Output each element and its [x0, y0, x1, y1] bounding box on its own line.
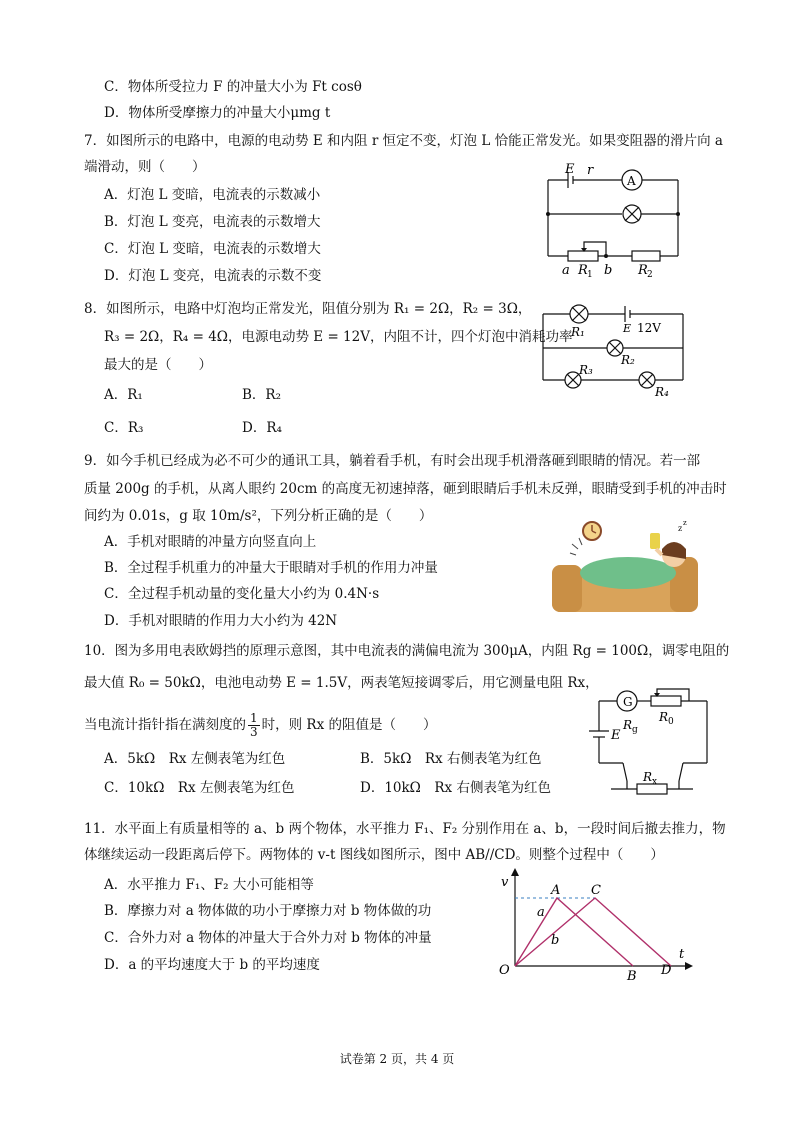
q7-fig-label-r1: R [578, 263, 588, 278]
q7-fig-label-r2: R [638, 263, 648, 278]
q11-stem-line1: 11．水平面上有质量相等的 a、b 两个物体，水平推力 F₁、F₂ 分别作用在 a、b，一段时间后撤去推力，物 [84, 821, 726, 837]
q11-line-b-label: b [551, 933, 560, 948]
q11-vt-graph [495, 866, 695, 986]
q8-fig-label-r4: R₄ [655, 385, 669, 399]
q11-option-d: D．a 的平均速度大于 b 的平均速度 [104, 957, 320, 973]
svg-text:z: z [678, 524, 683, 533]
q10-stem-line1: 10．图为多用电表欧姆挡的原理示意图，其中电流表的满偏电流为 300μA，内阻 Rg = 100Ω，调零电阻的 [84, 643, 730, 659]
q11-origin-o: O [499, 963, 510, 978]
q10-option-c: C．10kΩ Rx 左侧表笔为红色 [104, 780, 295, 796]
q10-fig-label-e: E [611, 728, 621, 743]
q7-fig-label-b: b [604, 263, 613, 278]
q11-point-b: B [627, 969, 637, 984]
q10-fig-label-rg-sub: g [632, 725, 638, 735]
q10-fraction [248, 712, 260, 739]
q7-fig-label-r2-sub: 2 [647, 270, 653, 278]
q9-option-d: D．手机对眼睛的作用力大小约为 42N [104, 613, 338, 629]
q11-stem-line2: 体继续运动一段距离后停下。两物体的 v-t 图线如图所示，图中 AB//CD。则整个过程中（ ） [84, 847, 664, 863]
q7-fig-label-e: E [565, 162, 575, 177]
q10-fig-label-rx-sub: x [652, 777, 658, 787]
q6-option-c: C．物体所受拉力 F 的冲量大小为 Ft cosθ [104, 79, 362, 95]
q7-fig-label-r1-sub: 1 [587, 270, 593, 278]
q11-point-c: C [591, 883, 601, 898]
q8-option-b: B．R₂ [242, 387, 281, 403]
q10-option-d: D．10kΩ Rx 右侧表笔为红色 [360, 780, 551, 796]
q7-fig-label-r: r [587, 163, 594, 178]
q11-axis-label-t: t [679, 947, 685, 962]
q10-stem-line3-part2: 时，则 Rx 的阻值是（ ） [261, 717, 437, 733]
q9-stem-line2: 质量 200g 的手机，从离人眼约 20cm 的高度无初速掉落，砸到眼睛后手机未反弹，眼睛受到手机的冲击时 [84, 481, 727, 497]
q8-option-c: C．R₃ [104, 420, 144, 436]
q9-option-b: B．全过程手机重力的冲量大于眼睛对手机的作用力冲量 [104, 560, 438, 576]
svg-text:z: z [683, 519, 687, 527]
q10-option-b: B．5kΩ Rx 右侧表笔为红色 [360, 751, 542, 767]
page-footer: 试卷第 2 页，共 4 页 [339, 1052, 455, 1066]
q6-option-d: D．物体所受摩擦力的冲量大小μmg t [104, 105, 331, 121]
q7-fig-ammeter-a: A [627, 174, 636, 188]
q10-fig-label-r0: R [659, 710, 669, 724]
person-on-sofa-illustration [550, 515, 700, 615]
q9-option-c: C．全过程手机动量的变化量大小约为 0.4N·s [104, 586, 380, 602]
q8-fig-label-e: E [623, 322, 632, 335]
q8-circuit-figure [535, 300, 695, 400]
q7-option-c: C．灯泡 L 变暗，电流表的示数增大 [104, 241, 321, 257]
q10-fig-label-rx: R [643, 770, 653, 784]
q8-stem-line2: R₃ = 2Ω，R₄ = 4Ω，电源电动势 E = 12V，内阻不计，四个灯泡中消耗功率 [104, 329, 573, 345]
q10-fraction-numerator: 1 [250, 711, 258, 725]
q10-ohmmeter-circuit-figure [585, 685, 715, 805]
q8-stem-line3: 最大的是（ ） [104, 357, 212, 373]
q9-stem-line1: 9．如今手机已经成为必不可少的通讯工具，躺着看手机，有时会出现手机滑落砸到眼睛的情况。若一部 [84, 453, 701, 469]
q8-option-a: A．R₁ [104, 387, 143, 403]
q7-stem-line1: 7．如图所示的电路中，电源的电动势 E 和内阻 r 恒定不变，灯泡 L 恰能正常发光。如果变阻器的滑片向 a [84, 133, 723, 149]
q8-option-d: D．R₄ [242, 420, 282, 436]
q10-stem-line2: 最大值 R₀ = 50kΩ，电池电动势 E = 1.5V，两表笔短接调零后，用它测量电阻 Rx， [84, 675, 599, 691]
q10-stem-line3 [84, 712, 437, 739]
q7-fig-label-a: a [562, 263, 570, 278]
q11-option-c: C．合外力对 a 物体的冲量大于合外力对 b 物体的冲量 [104, 930, 432, 946]
q7-circuit-figure [540, 158, 690, 278]
q10-fraction-denominator: 3 [250, 725, 258, 739]
q8-fig-label-r2: R₂ [621, 353, 635, 367]
q7-option-b: B．灯泡 L 变亮，电流表的示数增大 [104, 214, 321, 230]
q11-line-a-label: a [537, 905, 545, 920]
q11-point-a: A [551, 883, 561, 898]
q11-axis-label-v: v [501, 875, 509, 890]
q9-stem-line3: 间约为 0.01s，g 取 10m/s²，下列分析正确的是（ ） [84, 508, 433, 524]
q10-stem-line3-part1: 当电流计指针指在满刻度的 [84, 717, 246, 733]
q10-fig-label-rg: R [623, 718, 633, 732]
q7-option-d: D．灯泡 L 变亮，电流表的示数不变 [104, 268, 322, 284]
q7-option-a: A．灯泡 L 变暗，电流表的示数减小 [104, 187, 321, 203]
q7-stem-line2: 端滑动，则（ ） [84, 159, 206, 175]
q11-option-b: B．摩擦力对 a 物体做的功小于摩擦力对 b 物体做的功 [104, 903, 432, 919]
q10-fig-galvanometer-g: G [623, 695, 633, 709]
q11-option-a: A．水平推力 F₁、F₂ 大小可能相等 [104, 877, 314, 893]
q8-fig-label-r1: R₁ [571, 325, 585, 339]
q8-stem-line1: 8．如图所示，电路中灯泡均正常发光，阻值分别为 R₁ = 2Ω，R₂ = 3Ω， [84, 301, 532, 317]
q9-option-a: A．手机对眼睛的冲量方向竖直向上 [104, 534, 317, 550]
q11-point-d: D [661, 963, 672, 978]
q10-option-a: A．5kΩ Rx 左侧表笔为红色 [104, 751, 286, 767]
q10-fig-label-r0-sub: 0 [668, 717, 674, 727]
q8-fig-label-r3: R₃ [579, 363, 593, 377]
q8-fig-label-12v: 12V [637, 321, 661, 335]
